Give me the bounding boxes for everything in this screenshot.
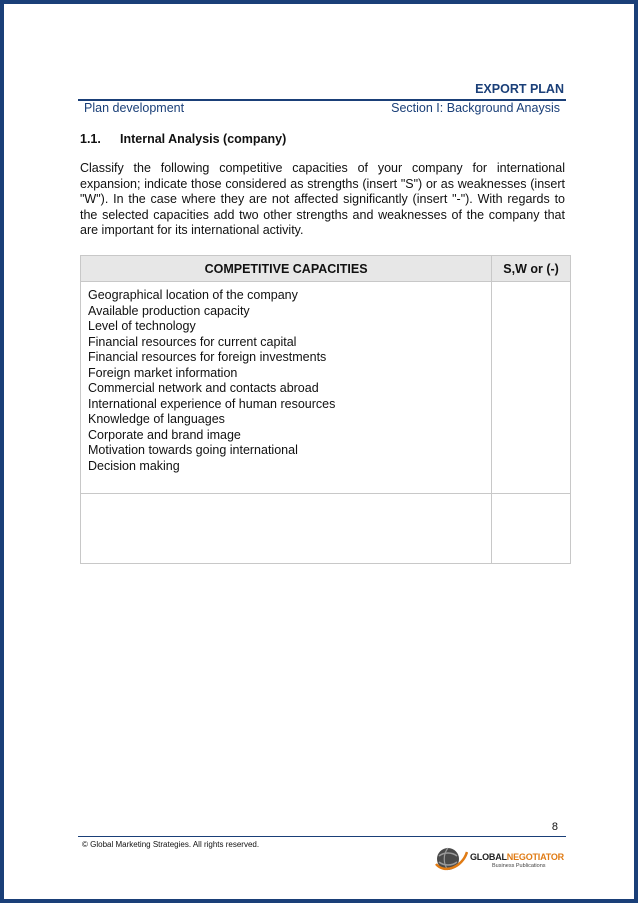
- list-item: Commercial network and contacts abroad: [88, 381, 319, 395]
- list-item: Level of technology: [88, 319, 196, 333]
- list-item: Decision making: [88, 458, 180, 473]
- header-rating: S,W or (-): [492, 256, 571, 282]
- list-item: Financial resources for current capital: [88, 334, 297, 349]
- header-section-label: Plan development: [84, 101, 185, 115]
- footer-divider: [78, 836, 566, 837]
- list-item: Available production capacity: [88, 303, 250, 318]
- table-row-blank: [81, 494, 571, 564]
- document-title: EXPORT PLAN: [475, 82, 564, 96]
- additional-capacity-cell[interactable]: [81, 494, 492, 564]
- list-item: Motivation towards going international: [88, 443, 298, 457]
- list-item: International experience of human resources: [88, 396, 336, 411]
- section-title: Internal Analysis (company): [120, 132, 287, 146]
- list-item: Foreign market information: [88, 365, 238, 380]
- list-item: Financial resources for foreign investments: [88, 350, 327, 364]
- table-row: [81, 282, 571, 494]
- list-item: Knowledge of languages: [88, 412, 225, 426]
- header-section-title: Section I: Background Anaysis: [391, 101, 560, 115]
- globe-icon: [434, 844, 468, 874]
- copyright-notice: © Global Marketing Strategies. All rights reserved.: [82, 840, 260, 849]
- section-heading: [80, 132, 286, 146]
- section-number: 1.1.: [80, 132, 101, 146]
- header-competitive-capacities: COMPETITIVE CAPACITIES: [81, 256, 492, 282]
- rating-cell[interactable]: [492, 282, 571, 494]
- page-number: 8: [551, 821, 558, 833]
- additional-rating-cell[interactable]: [492, 494, 571, 564]
- document-page: [4, 4, 634, 899]
- logo-wordmark: GLOBALNEGOTIATOR: [470, 852, 564, 862]
- logo-tagline: Business Publications: [492, 863, 546, 869]
- list-item: Geographical location of the company: [88, 288, 298, 302]
- table-header-row: [81, 256, 571, 282]
- intro-paragraph: Classify the following competitive capacities of your company for international expansion; indicate those considered as strengths (insert "S") or as weaknesses (insert "W"). In the case where they are not affected significantly (insert "-"). With regards to the selected capacities add two other strengths and weaknesses of the company that are important for its international activity.: [80, 161, 565, 237]
- global-negotiator-logo: [434, 844, 569, 874]
- competitive-capacities-table: [80, 255, 571, 564]
- list-item: Corporate and brand image: [88, 427, 241, 442]
- capacities-list-cell: [81, 282, 492, 494]
